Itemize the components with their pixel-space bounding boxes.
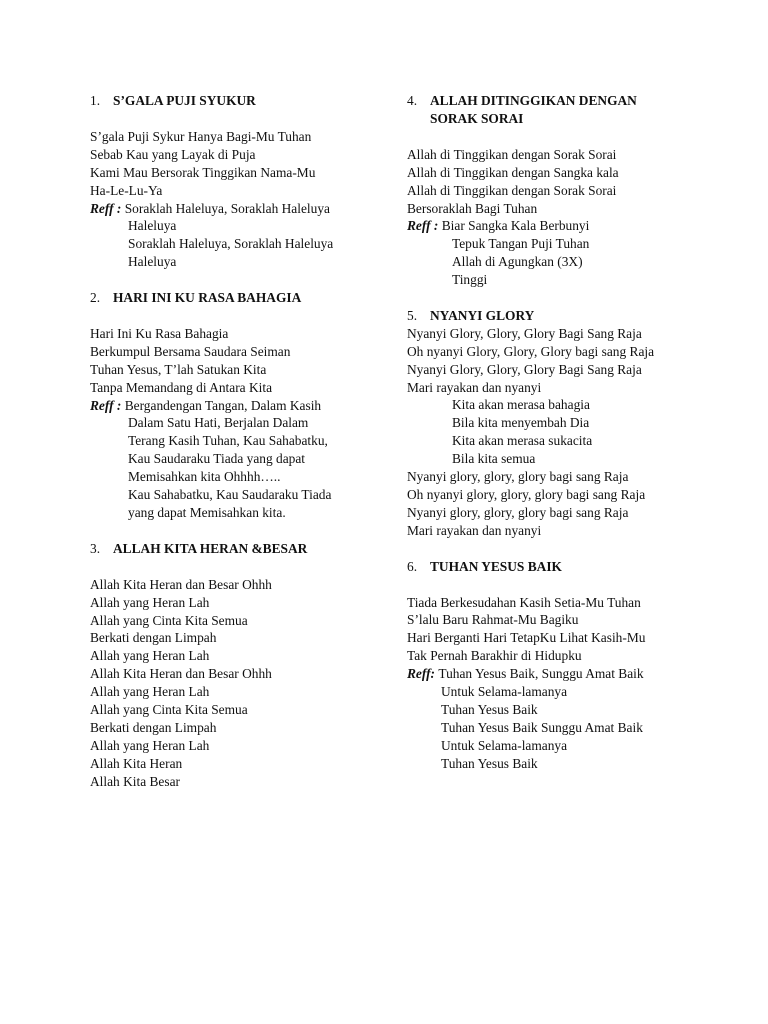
lyric-line: Nyanyi glory, glory, glory bagi sang Raja <box>407 469 629 485</box>
lyric-line: Tiada Berkesudahan Kasih Setia-Mu Tuhan <box>407 594 641 610</box>
right-column <box>407 92 677 773</box>
reff-row <box>407 217 677 235</box>
lyric-line: Kita akan merasa sukacita <box>452 433 593 449</box>
lyric-line: Sebab Kau yang Layak di Puja <box>90 146 256 162</box>
song-number: 6. <box>407 558 418 574</box>
reff-line: Allah di Agungkan (3X) <box>452 254 583 270</box>
song-title-text: TUHAN YESUS BAIK <box>430 558 562 574</box>
lyric-line: Allah Kita Heran <box>90 755 183 771</box>
reff-line: Memisahkan kita Ohhhh….. <box>128 469 281 485</box>
lyric-line: Mari rayakan dan nyanyi <box>407 522 542 538</box>
lyric-line: Berkumpul Bersama Saudara Seiman <box>90 343 291 359</box>
song-title <box>407 558 677 576</box>
song-title <box>90 540 362 558</box>
lyric-line: Oh nyanyi Glory, Glory, Glory bagi sang Raja <box>407 343 655 359</box>
song-title-text: HARI INI KU RASA BAHAGIA <box>113 290 302 306</box>
song-title-text: ALLAH KITA HERAN &BESAR <box>113 540 308 556</box>
song-title-text: ALLAH DITINGGIKAN DENGAN SORAK SORAI <box>430 93 637 126</box>
reff-line: Kau Sahabatku, Kau Saudaraku Tiada <box>128 487 332 503</box>
reff-row <box>90 397 362 415</box>
song-number: 1. <box>90 93 101 108</box>
lyric-line: Allah yang Heran Lah <box>90 594 210 610</box>
reff-line: Tuhan Yesus Baik <box>441 701 538 717</box>
lyric-line: Allah yang Heran Lah <box>90 684 210 700</box>
lyric-line: Allah di Tinggikan dengan Sorak Sorai <box>407 146 617 162</box>
song-title-text: S’GALA PUJI SYUKUR <box>113 93 256 108</box>
reff-label: Reff : <box>90 397 125 413</box>
reff-line: Haleluya <box>128 218 177 234</box>
lyric-line: Bila kita semua <box>452 451 536 467</box>
lyric-line: Nyanyi Glory, Glory, Glory Bagi Sang Raja <box>407 361 642 377</box>
lyric-line: Bila kita menyembah Dia <box>452 415 590 431</box>
reff-line: Tuhan Yesus Baik Sunggu Amat Baik <box>441 719 643 735</box>
lyric-line: Hari Ini Ku Rasa Bahagia <box>90 325 229 341</box>
reff-label: Reff : <box>90 200 125 216</box>
lyric-line: Allah yang Cinta Kita Semua <box>90 612 248 628</box>
reff-line: Terang Kasih Tuhan, Kau Sahabatku, <box>128 433 328 449</box>
song-title <box>90 289 362 307</box>
lyric-line: Hari Berganti Hari TetapKu Lihat Kasih-Mu <box>407 630 646 646</box>
lyric-line: Kami Mau Bersorak Tinggikan Nama-Mu <box>90 164 316 180</box>
song-4 <box>407 92 677 289</box>
song-title-text: NYANYI GLORY <box>430 307 535 323</box>
lyric-line: Tuhan Yesus, T’lah Satukan Kita <box>90 361 267 377</box>
lyric-line: Berkati dengan Limpah <box>90 630 217 646</box>
lyric-line: Bersoraklah Bagi Tuhan <box>407 200 538 216</box>
song-6 <box>407 558 677 773</box>
reff-line: Kau Saudaraku Tiada yang dapat <box>128 451 306 467</box>
lyric-line: S’lalu Baru Rahmat-Mu Bagiku <box>407 612 579 628</box>
lyric-line: Allah yang Heran Lah <box>90 737 210 753</box>
lyric-line: Allah yang Cinta Kita Semua <box>90 702 248 718</box>
lyric-line: Allah yang Heran Lah <box>90 648 210 664</box>
reff-line: Soraklah Haleluya, Soraklah Haleluya <box>124 200 330 216</box>
reff-row <box>90 200 362 218</box>
song-1 <box>90 92 362 271</box>
song-number: 4. <box>407 93 418 108</box>
lyric-line: Allah Kita Heran dan Besar Ohhh <box>90 576 272 592</box>
reff-line: Tepuk Tangan Puji Tuhan <box>452 236 590 252</box>
song-3 <box>90 540 362 791</box>
lyric-line: Allah Kita Besar <box>90 773 180 789</box>
left-column <box>90 92 362 791</box>
reff-line: Untuk Selama-lamanya <box>441 737 568 753</box>
song-title <box>407 307 677 325</box>
reff-line: Tuhan Yesus Baik, Sunggu Amat Baik <box>438 666 644 682</box>
reff-line: yang dapat Memisahkan kita. <box>128 505 286 521</box>
song-number: 3. <box>90 540 101 556</box>
lyric-line: Allah di Tinggikan dengan Sorak Sorai <box>407 182 617 198</box>
lyric-line: Allah di Tinggikan dengan Sangka kala <box>407 164 619 180</box>
reff-line: Dalam Satu Hati, Berjalan Dalam <box>128 415 309 431</box>
song-number: 5. <box>407 307 418 323</box>
lyric-line: Oh nyanyi glory, glory, glory bagi sang Raja <box>407 487 646 503</box>
reff-line: Tuhan Yesus Baik <box>441 755 538 771</box>
song-5 <box>407 307 677 540</box>
reff-label: Reff : <box>407 218 442 234</box>
lyric-line: Nyanyi Glory, Glory, Glory Bagi Sang Raja <box>407 325 642 341</box>
lyric-line: Kita akan merasa bahagia <box>452 397 590 413</box>
lyric-line: Nyanyi glory, glory, glory bagi sang Raja <box>407 504 629 520</box>
reff-line: Biar Sangka Kala Berbunyi <box>441 218 590 234</box>
song-2 <box>90 289 362 522</box>
reff-line: Haleluya <box>128 254 177 270</box>
reff-row <box>407 665 677 683</box>
reff-label: Reff: <box>407 666 439 682</box>
song-title <box>90 92 362 110</box>
reff-line: Untuk Selama-lamanya <box>441 684 568 700</box>
lyric-line: Mari rayakan dan nyanyi <box>407 379 542 395</box>
lyric-line: Ha-Le-Lu-Ya <box>90 182 163 198</box>
song-title <box>407 92 677 128</box>
reff-line: Tinggi <box>452 272 488 288</box>
lyric-line: Allah Kita Heran dan Besar Ohhh <box>90 666 272 682</box>
lyric-line: Tanpa Memandang di Antara Kita <box>90 379 273 395</box>
lyric-line: S’gala Puji Sykur Hanya Bagi-Mu Tuhan <box>90 128 312 144</box>
reff-line: Bergandengan Tangan, Dalam Kasih <box>124 397 322 413</box>
lyric-line: Tak Pernah Barakhir di Hidupku <box>407 648 582 664</box>
reff-line: Soraklah Haleluya, Soraklah Haleluya <box>128 236 334 252</box>
song-number: 2. <box>90 290 101 306</box>
lyric-line: Berkati dengan Limpah <box>90 719 217 735</box>
